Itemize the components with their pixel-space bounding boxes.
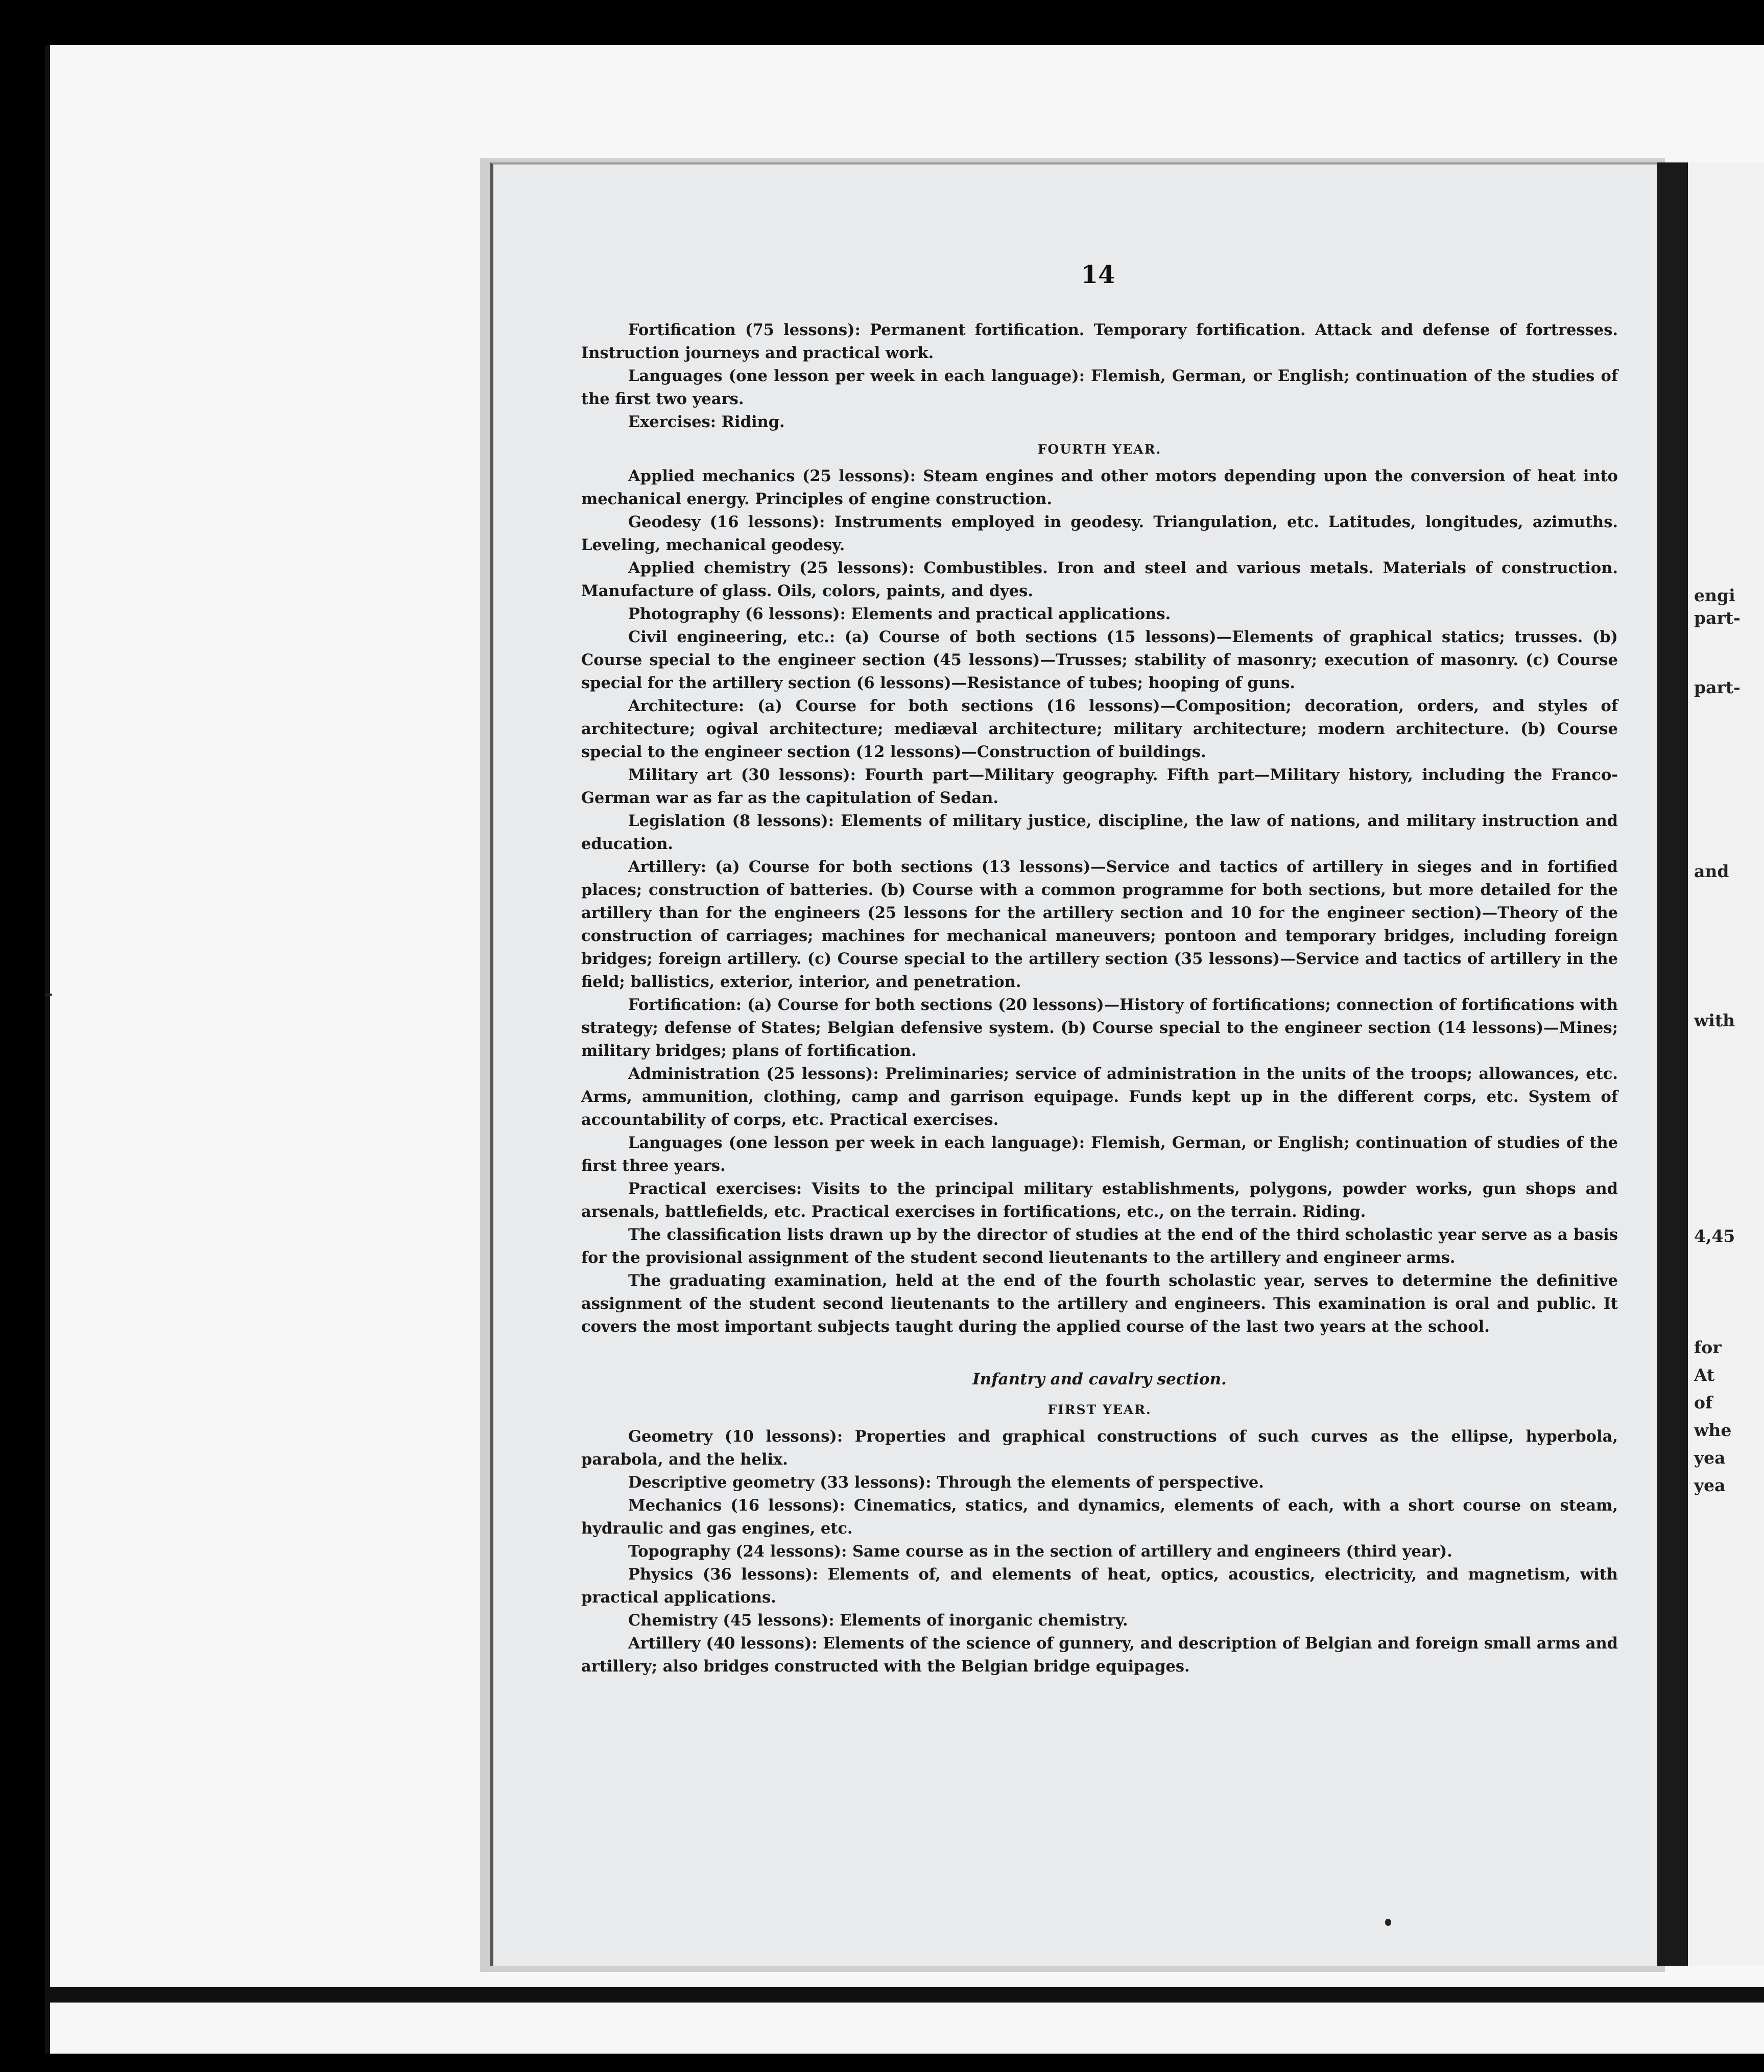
fragment-text: At — [1694, 1365, 1715, 1385]
paragraph: Administration (25 lessons): Preliminaries; service of administration in the units of the troops; allowances, etc. Arms, ammunition, clothing, camp and garrison equipage. Funds kept up in the different corps, etc. System of accountability of corps, etc. Practical exercises. — [581, 1065, 1618, 1129]
paragraph: Mechanics (16 lessons): Cinematics, statics, and dynamics, elements of each, with a short course on steam, hydraulic and gas engines, etc. — [581, 1496, 1618, 1538]
paragraph: The classification lists drawn up by the director of studies at the end of the third scholastic year serve as a basis for the provisional assignment of the student second lieutenants to the artillery and engineer arms. — [581, 1226, 1618, 1267]
fragment-text: for — [1694, 1337, 1722, 1357]
paragraph: Applied chemistry (25 lessons): Combustibles. Iron and steel and various metals. Materials of construction. Manufacture of glass. Oils, colors, paints, and dyes. — [581, 559, 1618, 600]
fragment-text: and — [1694, 861, 1729, 881]
fragment-text: yea — [1694, 1475, 1726, 1495]
paragraph: Applied mechanics (25 lessons): Steam engines and other motors depending upon the conversion of heat into mechanical energy. Principles of engine construction. — [581, 467, 1618, 508]
film-edge-left — [45, 45, 50, 2054]
fragment-text: whe — [1694, 1420, 1732, 1440]
paragraph: Exercises: Riding. — [628, 413, 785, 431]
fragment-text: with — [1694, 1010, 1735, 1030]
body-text — [581, 319, 1618, 1678]
book-gutter — [1657, 162, 1688, 1966]
fragment-text: 4,45 — [1694, 1226, 1735, 1246]
adjacent-page-fragment — [1688, 162, 1764, 1966]
paragraph: Civil engineering, etc.: (a) Course of both sections (15 lessons)—Elements of graphical statics; trusses. (b) Course special to the engineer section (45 lessons)—Trusses; stability of masonry; execution of masonry. (c) Course special for the artillery section (6 lessons)—Resistance of tubes; hooping of guns. — [581, 628, 1618, 692]
fragment-text: part- — [1694, 677, 1741, 697]
paragraph: Fortification: (a) Course for both sections (20 lessons)—History of fortifications; connection of fortifications with strategy; defense of States; Belgian defensive system. (b) Course special to the engineer section (14 lessons)—Mines; military bridges; plans of fortification. — [581, 996, 1618, 1060]
paragraph: Fortification (75 lessons): Permanent fortification. Temporary fortification. Attack and defense of fortresses. Instruction journeys and practical work. — [581, 321, 1618, 362]
paragraph: Artillery (40 lessons): Elements of the science of gunnery, and description of Belgian and foreign small arms and artillery; also bridges constructed with the Belgian bridge equipages. — [581, 1634, 1618, 1676]
fragment-text: engi — [1694, 585, 1735, 605]
page-number: 14 — [1081, 261, 1115, 289]
paragraph: Photography (6 lessons): Elements and practical applications. — [628, 605, 1171, 623]
fragment-text: part- — [1694, 608, 1741, 628]
paragraph: Geodesy (16 lessons): Instruments employed in geodesy. Triangulation, etc. Latitudes, longitudes, azimuths. Leveling, mechanical geodesy. — [581, 513, 1618, 554]
section-heading: Infantry and cavalry section. — [972, 1370, 1227, 1388]
fragment-text: yea — [1694, 1448, 1726, 1468]
paragraph: Languages (one lesson per week in each language): Flemish, German, or English; continuation of studies of the first three years. — [581, 1134, 1618, 1175]
film-edge-bottom — [45, 1987, 1764, 2003]
paragraph: Architecture: (a) Course for both sections (16 lessons)—Composition; decoration, orders, and styles of architecture; ogival architecture; mediæval architecture; military architecture; modern architecture. (b) Course special to the engineer section (12 lessons)—Construction of buildings. — [581, 697, 1618, 761]
year-heading: FOURTH YEAR. — [1037, 442, 1162, 457]
paragraph: The graduating examination, held at the end of the fourth scholastic year, serves to determine the definitive assignment of the student second lieutenants to the artillery and engineers. This examination is oral and public. It covers the most important subjects taught during the applied course of the last two years at the school. — [581, 1272, 1618, 1336]
paragraph: Geometry (10 lessons): Properties and graphical constructions of such curves as the ellipse, hyperbola, parabola, and the helix. — [581, 1427, 1618, 1469]
year-heading: FIRST YEAR. — [1047, 1402, 1152, 1417]
paragraph: Legislation (8 lessons): Elements of military justice, discipline, the law of nations, and military instruction and education. — [581, 812, 1618, 853]
paragraph: Artillery: (a) Course for both sections (13 lessons)—Service and tactics of artillery in sieges and in fortified places; construction of batteries. (b) Course with a common programme for both sections, but more detailed for the artillery than for the engineers (25 lessons for the artillery section and 10 for the engineer section)—Theory of the construction of carriages; machines for mechanical maneuvers; pontoon and temporary bridges, including foreign bridges; foreign artillery. (c) Course special to the artillery section (35 lessons)—Service and tactics of artillery in the field; ballistics, exterior, interior, and penetration. — [581, 858, 1618, 991]
paragraph: Chemistry (45 lessons): Elements of inorganic chemistry. — [628, 1611, 1128, 1630]
fragment-text: of — [1694, 1393, 1713, 1412]
paragraph: Physics (36 lessons): Elements of, and elements of heat, optics, acoustics, electricity, and magnetism, with practical applications. — [581, 1565, 1618, 1607]
ink-speck — [1385, 1919, 1391, 1926]
paragraph: Descriptive geometry (33 lessons): Through the elements of perspective. — [628, 1473, 1264, 1492]
paragraph: Topography (24 lessons): Same course as in the section of artillery and engineers (third year). — [628, 1542, 1452, 1561]
paragraph: Military art (30 lessons): Fourth part—Military geography. Fifth part—Military history, including the Franco-German war as far as the capitulation of Sedan. — [581, 766, 1618, 807]
paragraph: Languages (one lesson per week in each language): Flemish, German, or English; continuation of the studies of the first two years. — [581, 367, 1618, 408]
paragraph: Practical exercises: Visits to the principal military establishments, polygons, powder works, gun shops and arsenals, battlefields, etc. Practical exercises in fortifications, etc., on the terrain. Riding. — [581, 1180, 1618, 1221]
margin-mark — [45, 994, 52, 996]
